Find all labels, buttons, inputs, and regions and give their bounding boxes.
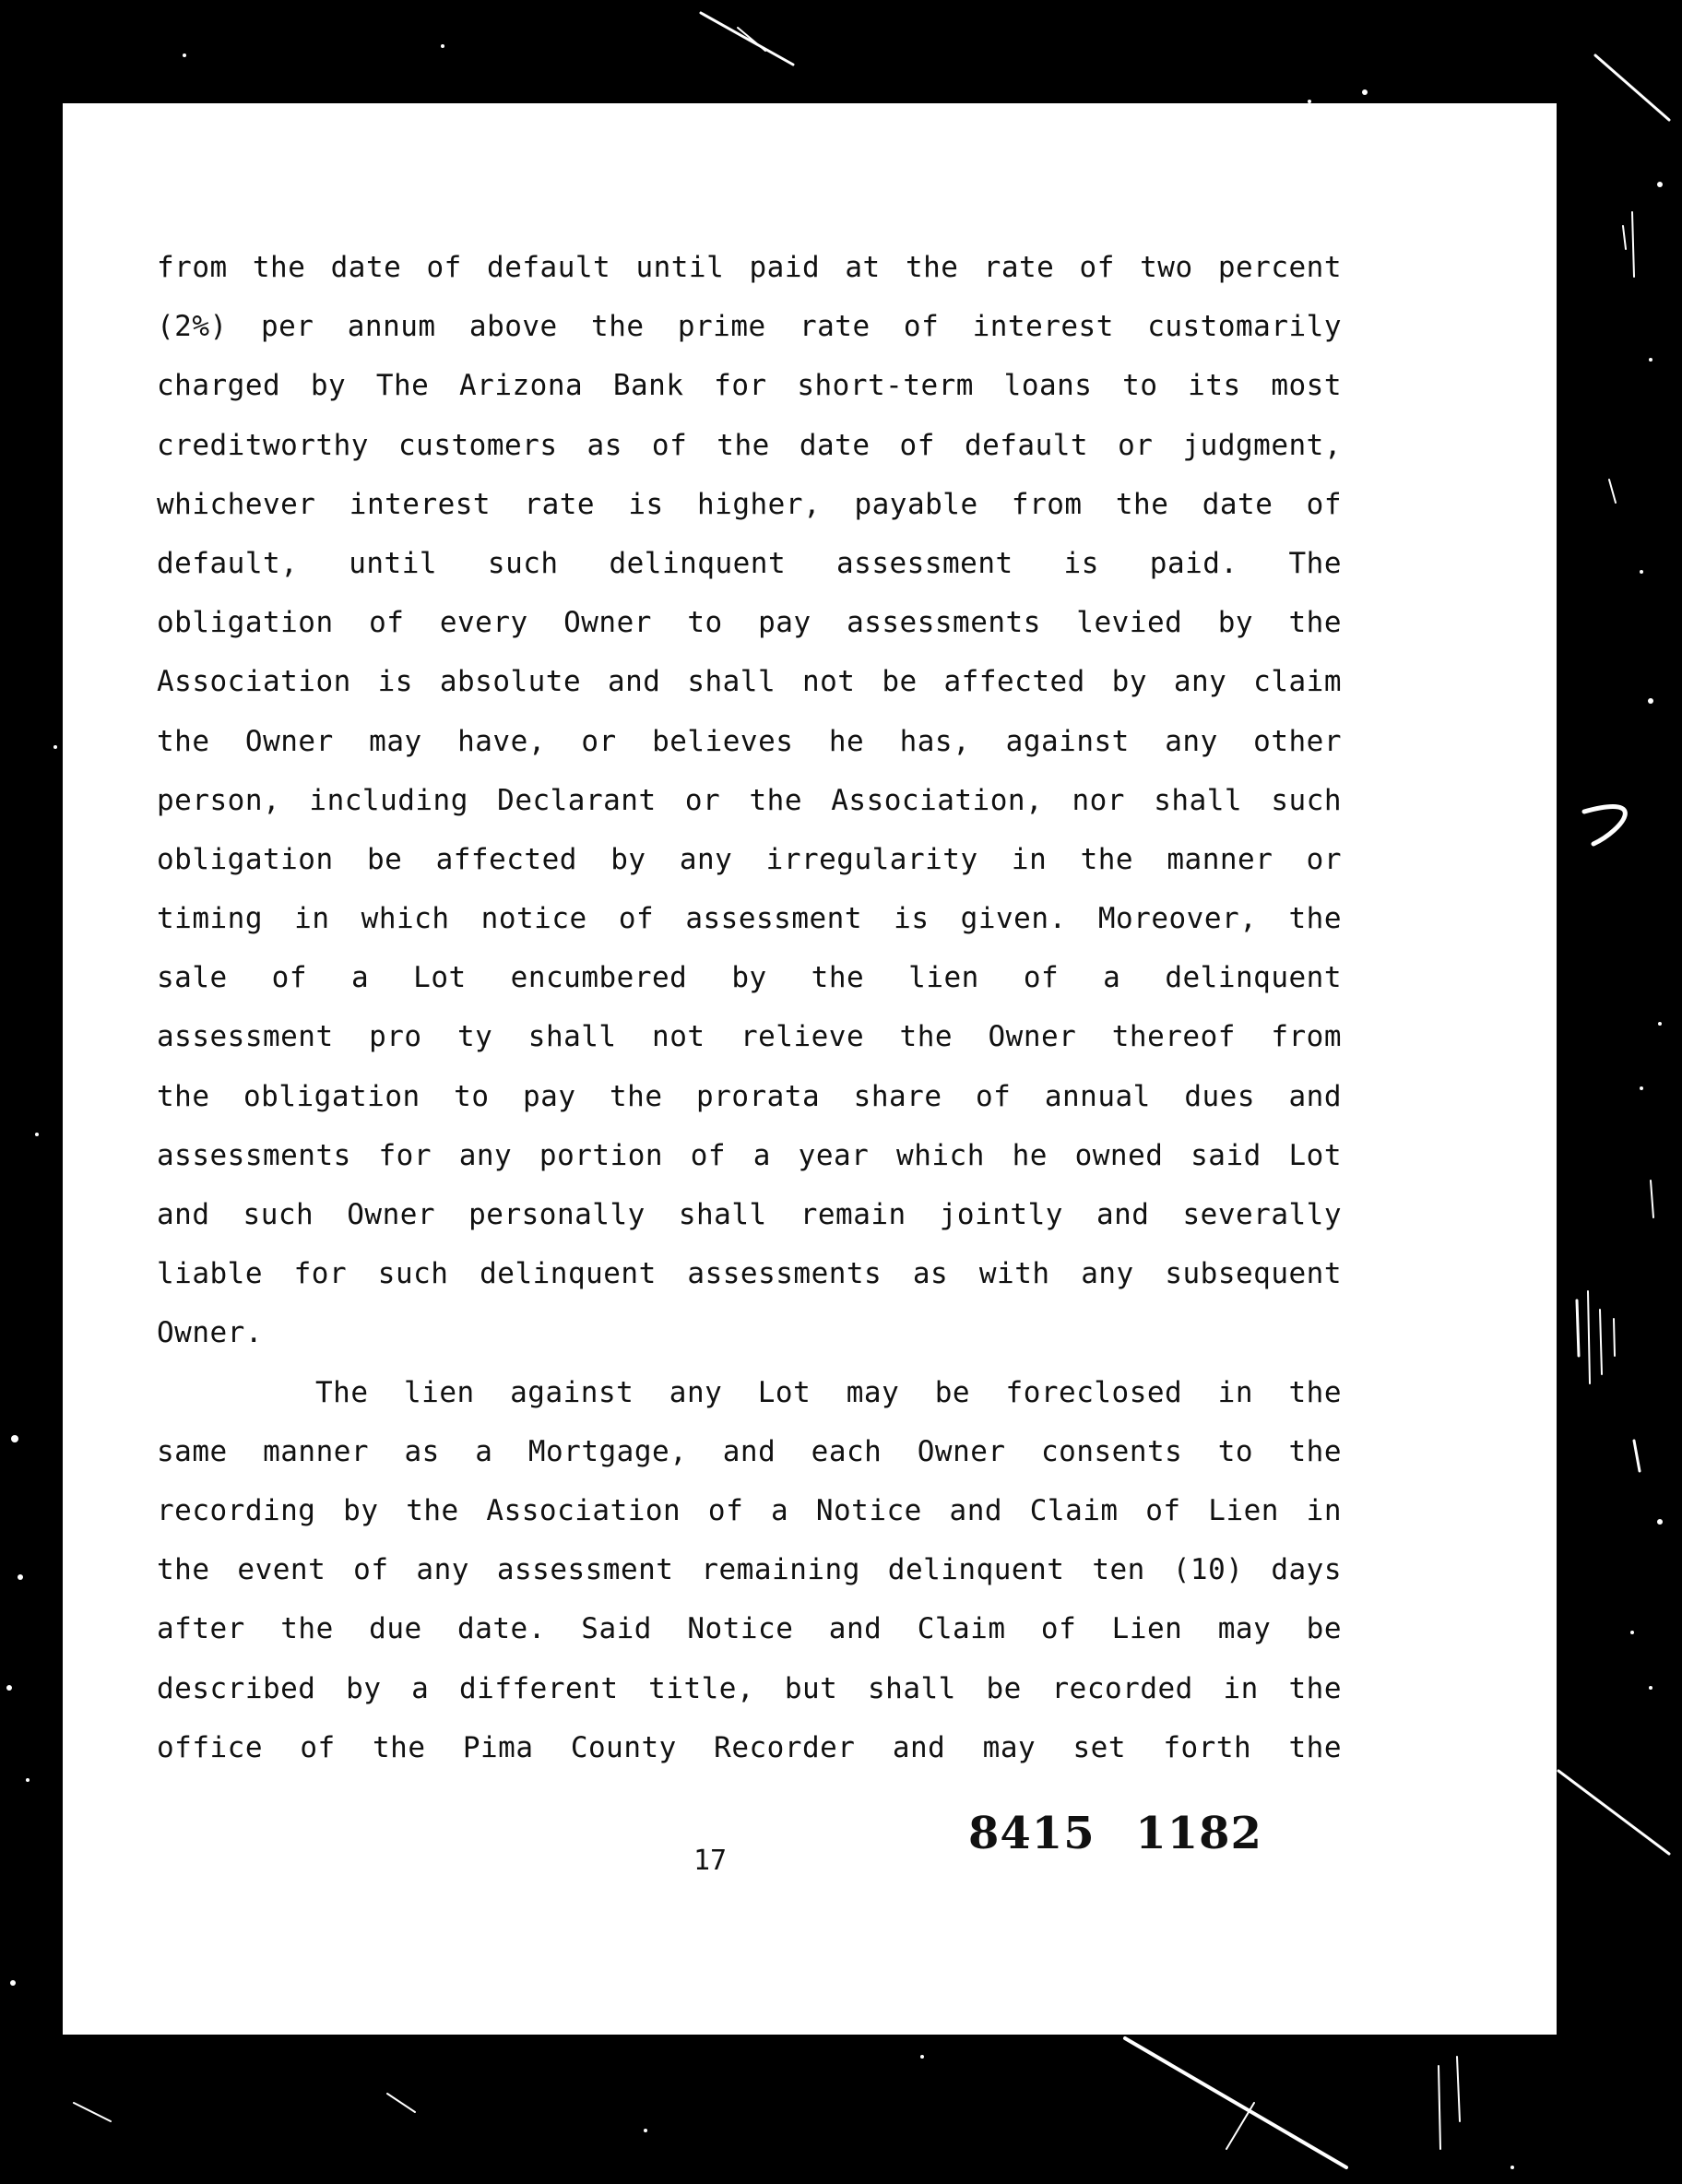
- text-line: person, including Declarant or the Association, nor shall such: [157, 783, 1342, 817]
- text-line: the event of any assessment remaining delinquent ten (10) days: [157, 1553, 1342, 1587]
- text-line: whichever interest rate is higher, payable from the date of: [157, 487, 1342, 521]
- text-line: charged by The Arizona Bank for short-term loans to its most: [157, 369, 1342, 403]
- text-line: The lien against any Lot may be foreclosed in the: [315, 1375, 1342, 1409]
- text-line: obligation of every Owner to pay assessments levied by the: [157, 606, 1342, 640]
- text-line: the Owner may have, or believes he has, against any other: [157, 724, 1342, 758]
- text-line: Owner.: [157, 1316, 263, 1350]
- text-line: assessment pro ty shall not relieve the Owner thereof from: [157, 1020, 1342, 1054]
- text-line: recording by the Association of a Notice and Claim of Lien in: [157, 1493, 1342, 1527]
- body-text: [157, 238, 1342, 1777]
- text-line: after the due date. Said Notice and Claim of Lien may be: [157, 1612, 1342, 1646]
- page-specks: ’ . •’: [61, 74, 168, 97]
- text-line: the obligation to pay the prorata share of annual dues and: [157, 1079, 1342, 1113]
- text-line: (2%) per annum above the prime rate of interest customarily: [157, 310, 1342, 344]
- text-line: assessments for any portion of a year which he owned said Lot: [157, 1138, 1342, 1172]
- text-line: default, until such delinquent assessment is paid. The: [157, 546, 1342, 580]
- book-page-stamp: 8415 1182: [968, 1808, 1262, 1859]
- text-line: described by a different title, but shall be recorded in the: [157, 1671, 1342, 1705]
- text-line: sale of a Lot encumbered by the lien of a delinquent: [157, 961, 1342, 995]
- text-line: and such Owner personally shall remain jointly and severally: [157, 1198, 1342, 1231]
- text-line: obligation be affected by any irregularity in the manner or: [157, 842, 1342, 876]
- text-line: same manner as a Mortgage, and each Owner consents to the: [157, 1434, 1342, 1468]
- page-number: 17: [693, 1845, 728, 1877]
- text-line: from the date of default until paid at the rate of two percent: [157, 251, 1342, 284]
- text-line: creditworthy customers as of the date of default or judgment,: [157, 428, 1342, 462]
- text-line: office of the Pima County Recorder and may set forth the: [157, 1730, 1342, 1764]
- text-line: Association is absolute and shall not be affected by any claim: [157, 665, 1342, 699]
- text-line: liable for such delinquent assessments as with any subsequent: [157, 1257, 1342, 1291]
- text-line: timing in which notice of assessment is given. Moreover, the: [157, 902, 1342, 936]
